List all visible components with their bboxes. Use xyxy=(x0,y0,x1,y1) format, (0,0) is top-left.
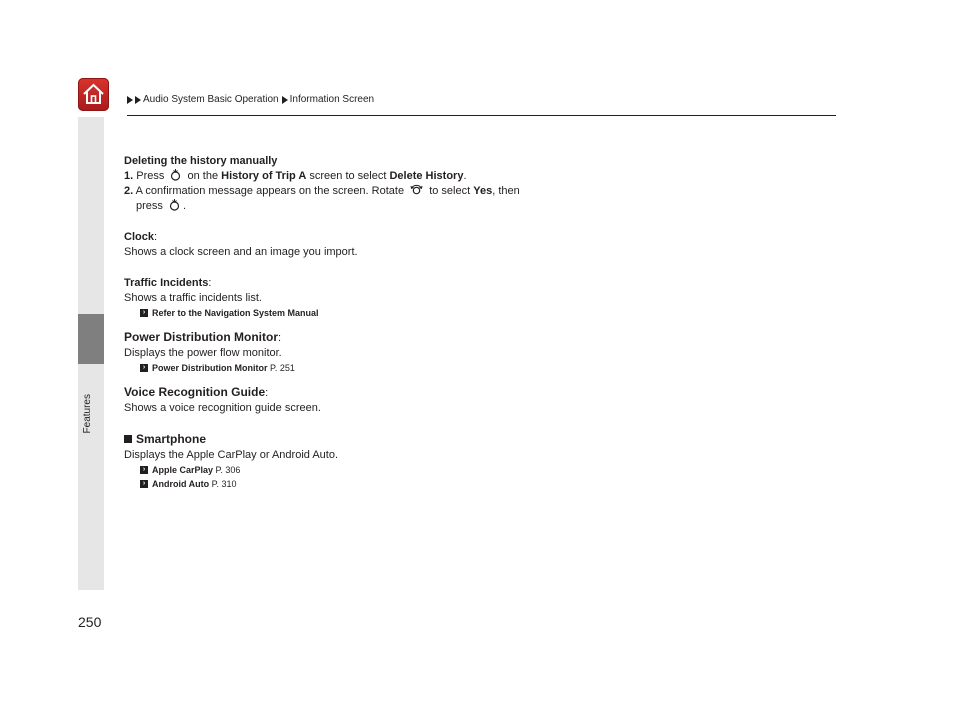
power-title-line xyxy=(124,330,684,346)
step-text: , then xyxy=(492,185,520,197)
reference-arrow-icon: › xyxy=(140,480,148,488)
item-description-voice-recognition-guide: Shows a voice recognition guide screen. xyxy=(124,402,321,414)
page-number: 250 xyxy=(78,614,102,630)
reference-text: Apple CarPlay xyxy=(152,465,214,475)
reference-link-android-auto[interactable] xyxy=(124,477,684,491)
reference-link-navigation-manual[interactable] xyxy=(124,306,684,320)
selector-knob-press-icon xyxy=(170,169,181,181)
step-1 xyxy=(124,169,684,184)
reference-link-power-distribution-monitor[interactable] xyxy=(124,361,684,375)
page-content xyxy=(124,154,684,491)
reference-link-apple-carplay[interactable] xyxy=(124,463,684,477)
home-button[interactable] xyxy=(78,78,109,111)
step-number: 2. xyxy=(124,185,134,197)
breadcrumb-current: Information Screen xyxy=(289,94,375,105)
reference-page: P. 310 xyxy=(211,479,237,489)
step-text: press xyxy=(136,200,163,212)
breadcrumb-arrow-icon xyxy=(135,96,141,104)
subheading-delete-history: Deleting the history manually xyxy=(124,155,278,167)
selector-knob-press-icon xyxy=(169,199,180,211)
step-text: screen to select xyxy=(309,170,387,182)
section-tab-marker xyxy=(78,314,104,364)
reference-page: P. 306 xyxy=(215,465,241,475)
breadcrumb xyxy=(127,94,374,105)
traffic-title-line xyxy=(124,276,684,291)
item-description-traffic-incidents: Shows a traffic incidents list. xyxy=(124,292,262,304)
voice-title-line xyxy=(124,385,684,401)
home-icon xyxy=(82,82,105,106)
step-2-continued xyxy=(124,199,684,214)
breadcrumb-arrow-icon xyxy=(282,96,288,104)
step-text: Press xyxy=(136,170,165,182)
selector-knob-rotate-icon xyxy=(410,184,423,196)
item-colon: : xyxy=(265,387,269,399)
item-title-voice-recognition-guide: Voice Recognition Guide xyxy=(124,385,266,399)
step-number: 1. xyxy=(124,170,134,182)
step-text: to select xyxy=(429,185,471,197)
item-colon: : xyxy=(278,332,282,344)
step-2 xyxy=(124,184,684,199)
reference-text: Refer to the Navigation System Manual xyxy=(152,308,319,318)
step-text: A confirmation message appears on the screen. Rotate xyxy=(135,185,405,197)
section-title-smartphone: Smartphone xyxy=(136,432,207,446)
item-description-power-distribution-monitor: Displays the power flow monitor. xyxy=(124,347,282,359)
step-screen-name: History of Trip A xyxy=(221,170,307,182)
step-option-name: Yes xyxy=(473,185,493,197)
step-text: on the xyxy=(187,170,219,182)
item-title-power-distribution-monitor: Power Distribution Monitor xyxy=(124,330,278,344)
breadcrumb-parent[interactable]: Audio System Basic Operation xyxy=(143,94,279,105)
reference-page: P. 251 xyxy=(270,363,295,373)
item-title-clock: Clock xyxy=(124,231,154,243)
reference-arrow-icon: › xyxy=(140,309,148,317)
item-colon: : xyxy=(153,231,158,243)
item-description-clock: Shows a clock screen and an image you import. xyxy=(124,246,358,258)
breadcrumb-arrow-icon xyxy=(127,96,133,104)
smartphone-heading xyxy=(124,432,684,448)
section-bullet-icon xyxy=(124,435,132,443)
reference-arrow-icon: › xyxy=(140,364,148,372)
reference-text: Power Distribution Monitor xyxy=(152,363,268,373)
step-text: . xyxy=(463,170,467,182)
reference-text: Android Auto xyxy=(152,479,210,489)
item-title-traffic-incidents: Traffic Incidents xyxy=(124,277,209,289)
clock-title-line xyxy=(124,230,684,245)
step-text: . xyxy=(182,200,187,212)
reference-arrow-icon: › xyxy=(140,466,148,474)
step-option-name: Delete History xyxy=(389,170,464,182)
section-description-smartphone: Displays the Apple CarPlay or Android Auto. xyxy=(124,449,339,461)
item-colon: : xyxy=(208,277,212,289)
header-rule xyxy=(127,115,836,116)
section-label: Features xyxy=(82,394,93,434)
